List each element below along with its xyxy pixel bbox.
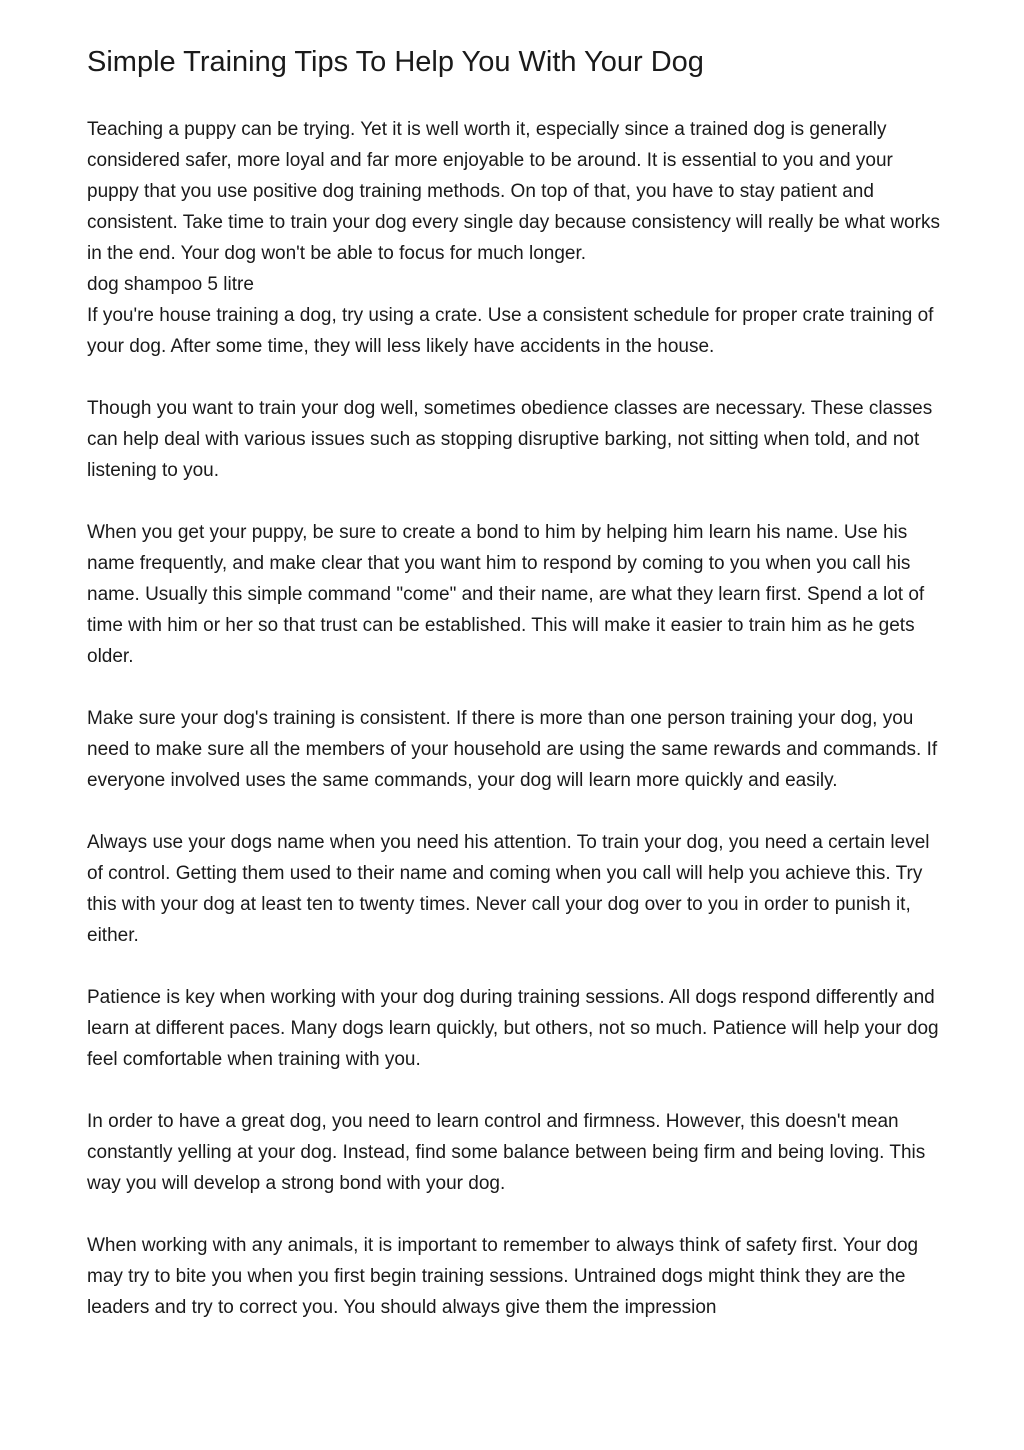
paragraph-spacer — [87, 1075, 947, 1106]
paragraph-patience: Patience is key when working with your dog during training sessions. All dogs respond differently and learn at different paces. Many dogs learn quickly, but others, not so much. Patience will help your dog feel comfortable when training with you. — [87, 987, 939, 1070]
paragraph-spacer — [87, 362, 947, 393]
paragraph-spacer — [87, 951, 947, 982]
paragraph-intro: Teaching a puppy can be trying. Yet it is well worth it, especially since a trained dog is generally considered safer, more loyal and far more enjoyable to be around. It is essential to you and your puppy that you use positive dog training methods. On top of that, you have to stay patient and consistent. Take time to train your dog every single day because consistency will really be what works in the end. Your dog won't be able to focus for much longer. — [87, 119, 940, 264]
keyword-line: dog shampoo 5 litre — [87, 274, 254, 295]
page-title: Simple Training Tips To Help You With Your Dog — [87, 46, 704, 78]
paragraph-safety: When working with any animals, it is important to remember to always think of safety first. Your dog may try to bite you when you first begin training sessions. Untrained dogs might think they are the leaders and try to correct you. You should always give them the impression — [87, 1235, 919, 1318]
paragraph-spacer — [87, 672, 947, 703]
paragraph-spacer — [87, 1199, 947, 1230]
paragraph-spacer — [87, 796, 947, 827]
paragraph-obedience-classes: Though you want to train your dog well, sometimes obedience classes are necessary. These classes can help deal with various issues such as stopping disruptive barking, not sitting when told, and not listening to you. — [87, 398, 933, 481]
paragraph-attention: Always use your dogs name when you need his attention. To train your dog, you need a certain level of control. Getting them used to their name and coming when you call will help you achieve this. Try this with your dog at least ten to twenty times. Never call your dog over to you in order to punish it, either. — [87, 832, 930, 946]
paragraph-spacer — [87, 486, 947, 517]
paragraph-consistency: Make sure your dog's training is consistent. If there is more than one person training your dog, you need to make sure all the members of your household are using the same rewards and commands. If everyone involved uses the same commands, your dog will learn more quickly and easily. — [87, 708, 938, 791]
paragraph-crate-training: If you're house training a dog, try using a crate. Use a consistent schedule for proper crate training of your dog. After some time, they will less likely have accidents in the house. — [87, 305, 934, 357]
paragraph-puppy-name: When you get your puppy, be sure to create a bond to him by helping him learn his name. Use his name frequently, and make clear that you want him to respond by coming to you when you call his name. Usually this simple command "come" and their name, are what they learn first. Spend a lot of time with him or her so that trust can be established. This will make it easier to train him as he gets older. — [87, 522, 925, 667]
document-page — [87, 42, 947, 1323]
paragraph-control: In order to have a great dog, you need to learn control and firmness. However, this doesn't mean constantly yelling at your dog. Instead, find some balance between being firm and being loving. This way you will develop a strong bond with your dog. — [87, 1111, 926, 1194]
